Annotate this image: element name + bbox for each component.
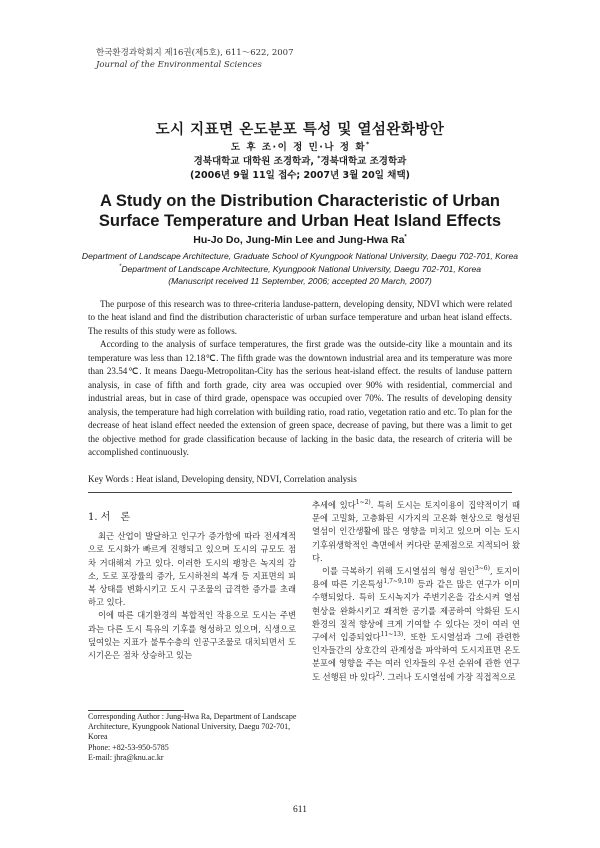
intro-paragraph-4 (312, 565, 520, 684)
text-span: . 그러나 도시열섬에 가장 직접적으로 (382, 671, 516, 682)
authors-korean (0, 141, 600, 183)
keywords: Key Words : Heat island, Developing density, NDVI, Correlation analysis (88, 474, 357, 484)
citation: 2) (376, 670, 383, 678)
author-asterisk-en: * (404, 234, 407, 241)
title-english (0, 191, 600, 231)
text-span: 추세에 있다 (312, 500, 356, 510)
affiliation-ko: 경북대학교 대학원 조경학과, (193, 156, 318, 167)
affiliations-english (0, 250, 600, 288)
affiliation-en-asterisk: * (118, 263, 122, 270)
title-korean: 도시 지표면 온도분포 특성 및 열섬완화방안 (155, 122, 445, 138)
received-dates-ko: (2006년 9월 11일 접수; 2007년 3월 20일 채택) (190, 170, 410, 181)
citation: 3~6) (474, 565, 490, 573)
body-column-right (312, 499, 520, 684)
section-heading-introduction: 1. 서 론 (88, 512, 131, 523)
intro-paragraph-2: 이에 따른 대기환경의 복합적인 작용으로 도시는 주변과는 다른 도시 특유의 기후를 형성하고 있으며, 식생으로 덮여있는 지표가 불투수층의 인공구조물로 대치되면서 도시기온은 점차 상승하고 있는 (88, 610, 296, 661)
page-number: 611 (293, 805, 307, 815)
text-span: 등과 같은 많은 연구가 이미 수행되었다. 특히 도시녹지가 주변기온을 감소시켜 열섬현상을 완화시키고 쾌적한 공기를 제공하여 악화된 도시환경의 질적 향상에 크게 기여할 수 있다는 것이 여러 연구에서 입증되었다 (312, 579, 520, 643)
affiliation-en-1: Department of Landscape Architecture, Graduate School of Kyungpook National University, Daegu 702-701, Korea (81, 251, 519, 261)
abstract-paragraph-1: The purpose of this research was to three-criteria landuse-pattern, developing density, NDVI which were related to the heat island and find the distribution characteristic of urban surface temperature and urban heat island effects. The results of this study were as follows. (88, 299, 512, 336)
footnote-divider (88, 710, 184, 711)
footnote-author: Corresponding Author : Jung-Hwa Ra, Department of Landscape Architecture, Kyungpook National University, Daegu 702-701, Korea (88, 712, 297, 742)
title-english-line1: A Study on the Distribution Characteristic of Urban (99, 192, 500, 210)
author-names-en: Hu-Jo Do, Jung-Min Lee and Jung-Hwa Ra (193, 234, 405, 246)
affiliation-ko-2: 경북대학교 조경학과 (320, 156, 407, 167)
intro-paragraph-1: 최근 산업이 발달하고 인구가 증가함에 따라 전세계적으로 도시화가 빠르게 진행되고 있으며 도시의 규모도 점차 거대해져 가고 있다. 이러한 도시의 팽창은 녹지의 감소, 도로 포장률의 증가, 도시하천의 복개 등 지표면의 피복 상태를 변화시키고 도시 구조물의 급격한 증가를 초래하고 있다. (88, 531, 296, 608)
author-asterisk: * (366, 140, 370, 148)
footnote-email: E-mail: jhra@knu.ac.kr (88, 752, 164, 762)
corresponding-author-footnote (88, 712, 298, 763)
journal-name-en: Journal of the Environmental Sciences (96, 60, 262, 70)
affiliation-asterisk: * (317, 154, 321, 162)
text-span: . 특히 도시는 토지이용이 집약적이기 때문에 고밀화, 고층화된 시가지의 고온화 현상으로 형성된 열섬이 인간생활에 많은 영향을 미치고 있으며 이는 도시 기후위생학적인 측면에서 커다란 문제점으로 지적되어 왔다. (312, 500, 520, 563)
citation: 1~2) (355, 499, 371, 507)
body-column-left (88, 499, 296, 662)
footnote-phone: Phone: +82-53-950-5785 (88, 742, 169, 752)
intro-paragraph-3 (312, 499, 520, 565)
text-span: . 또한 도시열섬과 그에 관련한 인자들간의 상호간의 관계성을 파악하여 도시지표면 온도 분포에 영향을 주는 여러 인자들의 우선 순위에 관한 연구도 선행된 바 있다 (312, 632, 520, 682)
journal-name-ko: 한국환경과학회지 제16권(제5호), 611～622, 2007 (96, 48, 294, 58)
citation: 1,7~9,10) (383, 578, 414, 586)
journal-header (96, 47, 293, 71)
manuscript-dates: (Manuscript received 11 September, 2006; accepted 20 March, 2007) (168, 276, 432, 286)
text-span: , 토지이용에 따른 기온특성 (312, 566, 520, 590)
text-span: 이를 극복하기 위해 도시열섬의 형성 원인 (322, 566, 475, 577)
affiliation-en-2: Department of Landscape Architecture, Kyungpook National University, Daegu 702-701, Korea (121, 263, 482, 274)
section-divider (88, 492, 512, 493)
abstract-paragraph-2: According to the analysis of surface temperatures, the first grade was the outside-city like a mountain and its temperature was less than 12.18℃. The fifth grade was the downtown industrial area and its temperature was more than 23.54℃. It means Daegu-Metropolitan-City has the serious heat-island effect. the results of landuse pattern analysis, in case of fifth and forth grade, city area was occupied over 90% with residential, commercial and industrial areas, but in case of third grade, openspace was occupied over 70%. The results of developing density analysis, the temperature had high correlation with building ratio, road ratio, vegetation ratio and etc. To plan for the decrease of heat island effect needed the extension of green space, decrease of paving, but there was a limit to get the objective method for grade classification because of lacking in the basic data, the research of criteria will be accomplished continuously. (88, 339, 512, 457)
citation: 11~13) (380, 631, 404, 639)
authors-english (0, 234, 600, 246)
title-english-line2: Surface Temperature and Urban Heat Island Effects (98, 212, 502, 230)
author-names-ko: 도 후 조·이 정 민·나 정 화 (230, 142, 366, 153)
abstract (88, 298, 512, 459)
